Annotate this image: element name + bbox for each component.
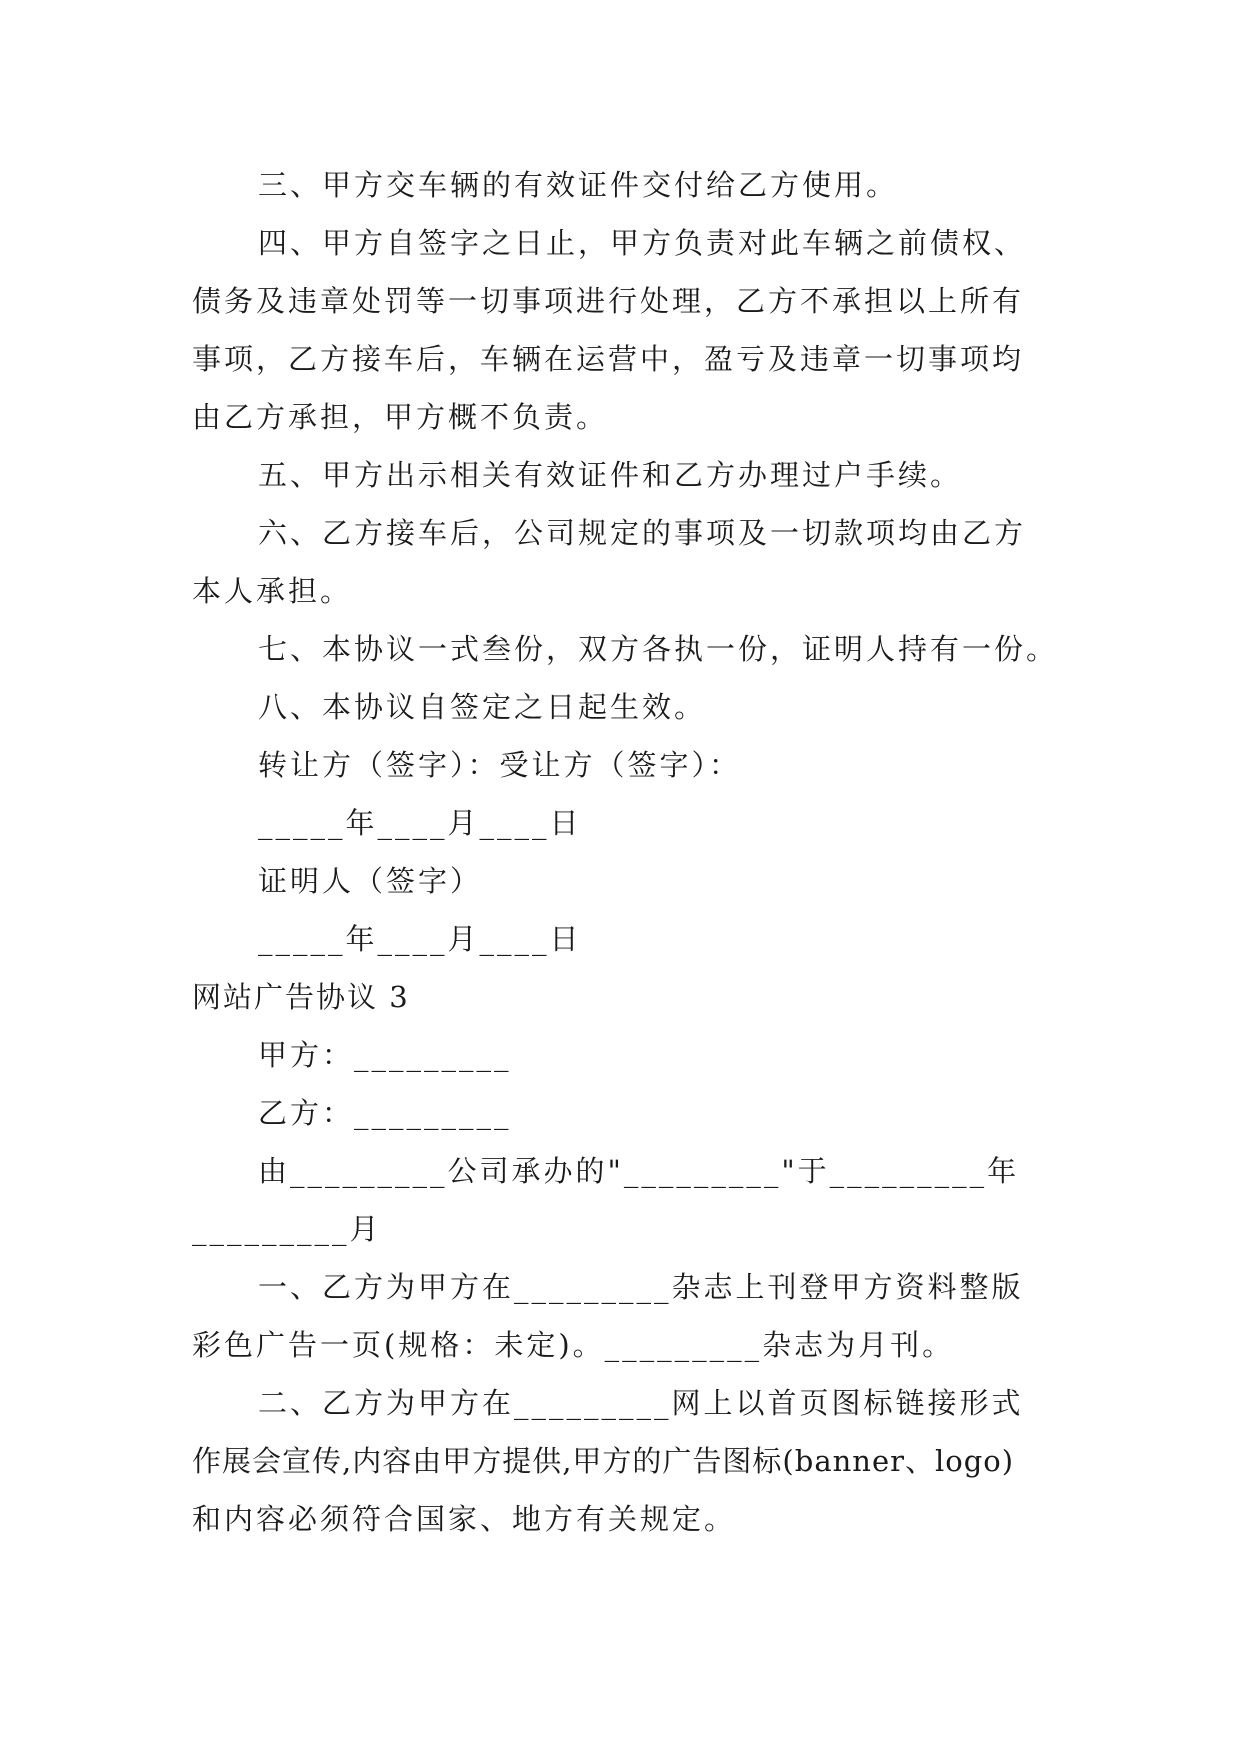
paragraph-line: 由_________公司承办的"_________"于_________年	[258, 1154, 1020, 1188]
paragraph-line: 作展会宣传,内容由甲方提供,甲方的广告图标(banner、logo)	[192, 1444, 1015, 1478]
signature-line-parties: 转让方（签字）：受让方（签字）：	[258, 748, 742, 782]
paragraph-line: 事项，乙方接车后，车辆在运营中，盈亏及违章一切事项均	[192, 342, 1025, 376]
paragraph-line: 二、乙方为甲方在_________网上以首页图标链接形式	[258, 1386, 1024, 1420]
paragraph-line: 八、本协议自签定之日起生效。	[258, 690, 707, 724]
party-a-line: 甲方：_________	[258, 1038, 512, 1072]
paragraph-line: 彩色广告一页(规格：未定)。_________杂志为月刊。	[192, 1328, 955, 1362]
section-title: 网站广告协议 3	[192, 980, 410, 1014]
paragraph-line: 债务及违章处罚等一切事项进行处理，乙方不承担以上所有	[192, 284, 1025, 318]
paragraph-line: 六、乙方接车后，公司规定的事项及一切款项均由乙方	[258, 516, 1027, 550]
paragraph-line: 由乙方承担，甲方概不负责。	[192, 400, 609, 434]
paragraph-line: 七、本协议一式叁份，双方各执一份，证明人持有一份。	[258, 632, 1059, 666]
paragraph-line: 三、甲方交车辆的有效证件交付给乙方使用。	[258, 168, 899, 202]
date-line: _____年____月____日	[258, 806, 582, 840]
signature-line-witness: 证明人（签字）	[258, 864, 483, 898]
paragraph-line: _________月	[192, 1212, 382, 1246]
party-b-line: 乙方：_________	[258, 1096, 512, 1130]
paragraph-line: 本人承担。	[192, 574, 353, 608]
date-line: _____年____月____日	[258, 922, 582, 956]
paragraph-line: 一、乙方为甲方在_________杂志上刊登甲方资料整版	[258, 1270, 1024, 1304]
paragraph-line: 五、甲方出示相关有效证件和乙方办理过户手续。	[258, 458, 963, 492]
paragraph-line: 四、甲方自签字之日止，甲方负责对此车辆之前债权、	[258, 226, 1027, 260]
paragraph-line: 和内容必须符合国家、地方有关规定。	[192, 1502, 737, 1536]
